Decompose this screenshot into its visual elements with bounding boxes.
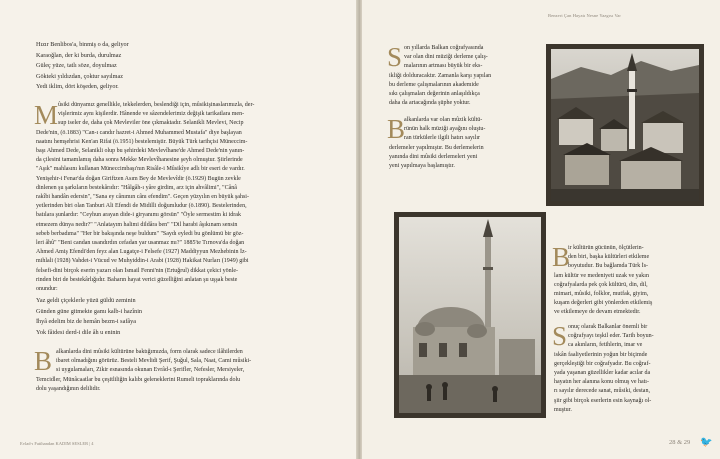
text-line: batılara şunlardır: "Ceyhun arayan dide-i giryanımı görsün" "Öyle sermestim ki idrak	[36, 212, 241, 219]
mosque-photo	[394, 212, 546, 418]
text-line: sıkı çalışmaları değerinin anlaşıldıkça	[389, 91, 480, 98]
poem-line: Günden güne gitmekte gamı kalb-i hazînin	[36, 307, 143, 315]
text-line: malarının artması büyük bir eks-	[404, 63, 483, 70]
text-line: dinlenen şu şarkıların bestekârıdır: "Hâlgâh-ı yâre girdim, arz için ahvâlimi", "Cânâ	[36, 184, 237, 191]
text-line: bu derleme çalışmalarının akademide	[389, 81, 479, 88]
text-line: felsefi-dini birçok eserin yazarı olan İsmail Fenni'nin (Ertuğrul) dikkat çekici yönle-	[36, 267, 239, 274]
text-line: yada yaşanan güzellikler kadar acılar da	[554, 370, 651, 377]
town-minaret-image	[551, 49, 699, 201]
drop-cap: M	[34, 100, 59, 130]
text-line: yetlerinden biri olan Tanburi Ali Efendi de Midilli doğumludur (ö.1890). Bestelerinden,	[36, 203, 247, 210]
text-line: boyutudur. Bu bağlamda Türk İs-	[568, 263, 649, 270]
paragraph-1	[36, 101, 352, 294]
text-line: "Aşık" mahlasını kullanan Müneccimbaşı'nın Risâle-i Mûsikîye adlı bir eseri de vardır.	[36, 166, 245, 173]
text-line: Dede'nin, (ö.1883) "Can-ı candır hazret-i Ahmed Muhammed Mustafa" diye başlayan	[36, 129, 242, 136]
text-line: lam kültür ve medeniyeti uzak ve yakın	[554, 272, 649, 279]
text-line: ikliği dolduracaktır. Zamanla karşı yapılan	[389, 72, 492, 79]
paragraph-5	[554, 244, 710, 318]
text-line: derlemeler yapılmıştır. Bu derlemelerin	[389, 144, 484, 151]
paragraph-2	[36, 348, 352, 394]
town-minaret-photo	[546, 44, 704, 206]
footer-running-title: Evlad-ı Fatihandan KADIM SESLER | 4	[20, 441, 94, 446]
text-line: leri âhû" "Beni candan usandırdın cefadan yar usanmaz mı?" 1885'te Tırnova'da doğan	[36, 240, 245, 247]
page-numbers: 28 & 29	[669, 439, 691, 446]
text-line: etmezem dünya nedir?" "Anlatayım halimi dildâra ben" "Dil harabi âşıkınam sensin	[36, 221, 238, 228]
text-line: on yıllarda Balkan coğrafyasında	[404, 45, 484, 51]
text-line: daha da artacağında şüphe yoktur.	[389, 100, 471, 107]
text-line: var olan dini müziği derleme çalış-	[404, 54, 488, 61]
mosque-image	[399, 217, 541, 413]
text-line: da çilesini tamamlamış daha sonra Mekke Mevlevîhanesine şeyh olmuştur. Şiirlerinde	[36, 157, 243, 164]
poem-2	[36, 296, 142, 338]
poem-line: Güleç yüze, tatlı söze, doyulmaz	[36, 62, 117, 70]
text-line: gerçekleştiği bir coğrafyadır. Bu coğraf-	[554, 360, 651, 367]
text-line: muştur.	[554, 406, 572, 413]
text-line: Yenişehir-i Fenar'da doğan Giriftzen Asım Bey de Mevlevîdir (ö.1929) Bugün zevkle	[36, 175, 241, 182]
poem-line: Karaoğlan, der ki burda, durulmaz	[36, 51, 122, 59]
poem-line: Yaz geldi çiçeklerle yüzü güldü zeminin	[36, 297, 136, 304]
left-page	[0, 0, 358, 459]
poem-line: İhyâ edelim biz de hemân bezm-i safâya	[36, 318, 136, 326]
text-line: Temcidler, Münâcaatlar bu çeşitliliğin kalıbı geleneklerini Rumeli topraklarında dolu	[36, 376, 241, 383]
poem-line: Yedi iklim, dört köşeden, geliyor.	[36, 83, 119, 91]
text-line: dolu yaşandığının delilidir.	[36, 385, 101, 392]
text-line: sup iseler de, daha çok Mevleviler öne çıkmaktadır. Selanikli Mevlevi, Necip	[58, 120, 244, 127]
text-line: Ahmed Amiş Efendi'den feyz alan Lugatçe-i Felsefe (1927) Maddiyyun Mezhebinin İz-	[36, 249, 247, 256]
text-line: yanında dini mûsiki derlemeleri yeni	[389, 153, 478, 160]
text-line: onundur:	[36, 286, 58, 293]
drop-cap: B	[387, 114, 406, 144]
text-line: kuşam değerleri gibi yönlerden etkilemiş	[554, 300, 653, 307]
running-header: Benzeri Çan Hayatı Nesne Yazgısı Var	[548, 13, 622, 18]
text-line: naatını hemşehrisi Ken'an Rifai (ö.1951) bestelemiştir. Büyük Türk tarihçisi Müneccim-	[36, 138, 248, 145]
drop-cap: B	[552, 242, 571, 272]
text-line: rı sayılır derecede sanat, mûsiki, destan,	[554, 388, 650, 395]
bird-icon: 🐦	[700, 437, 713, 448]
text-line: hayatın her alanına konu olmuş ve hatı-	[554, 379, 649, 386]
text-line: ran türkülerle ilgili hatırı sayılır	[404, 135, 480, 142]
text-line: mihlali (1928) Vahdet-i Vücud ve Muhyiddin-i Arabi (1928) Hakikat Nurları (1949) gibi	[36, 258, 249, 265]
text-line: den biri, başka kültürleri etkileme	[568, 254, 650, 261]
right-page	[362, 0, 720, 459]
text-line: coğrafyayı teşkil eder. Tarih boyun-	[568, 333, 654, 340]
text-line: sebeb berbadıma" "Her bir bakışında neşe buldum" "Saydı eyledi bu gönlümü bir göz-	[36, 230, 244, 237]
text-line: alkanlarda var olan mûzik kültü-	[404, 117, 483, 123]
poem-line: Gökteki yıldızdan, çoktur sayılmaz	[36, 72, 123, 80]
text-line: mimari, mûsiki, folklor, mutfak, giyim,	[554, 291, 649, 298]
poem-1	[36, 40, 129, 93]
text-line: yeni yapılmaya başlamıştır.	[389, 163, 455, 170]
drop-cap: S	[387, 42, 403, 72]
poem-line: Hızır Benlibos'a, binmiş o da, geliyor	[36, 41, 129, 48]
text-line: rinden biri de bestekârlığıdır. Baharın hayat verici güzelliğini anlatan şu uşşak beste	[36, 276, 238, 283]
text-line: coğrafyalarda pek çok kültürü, din, dil,	[554, 281, 648, 288]
text-line: rünün halk müziği ayağını oluştu-	[404, 126, 486, 133]
drop-cap: S	[552, 321, 568, 351]
text-line: ve etkilemeye de devam etmektedir.	[554, 309, 641, 316]
text-line: onuç olarak Balkanlar önemli bir	[568, 324, 648, 330]
text-line: ca akınların, fetihlerin, imar ve	[568, 342, 643, 349]
poem-line: Yok fâidesi derd-i dile âh u eninin	[36, 328, 121, 336]
paragraph-3	[389, 44, 541, 108]
text-line: başı Ahmed Dede, Selanikli olup bu şehirdeki Mevlevîhane'de Ahmed Dede'nin yanın-	[36, 148, 245, 155]
text-line: iskân faaliyetlerinin yoğun bir biçimde	[554, 351, 648, 358]
paragraph-6	[554, 323, 710, 415]
paragraph-4	[389, 116, 541, 171]
text-line: vişlerimiz aynı kişilerdir. Hânende ve sâzendelerimiz değişik tarikatlara men-	[58, 111, 245, 118]
text-line: ibaret olmadığını görürüz. Besteli Mevlidi Şerif, Şuğul, Sala, Naat, Cami mûsiki-	[56, 358, 252, 365]
text-line: şiir gibi birçok eserlerin esin kaynağı ol-	[554, 397, 652, 404]
text-line: alkanlarda dini mûsiki kültürüne baktığımızda, form olarak sadece ilâhilerden	[56, 349, 243, 355]
text-line: ir kültürün gücünün, ölçütlerin-	[568, 245, 644, 251]
text-line: rakîbi handân edersin", "Sana ey cânımın cânı efendim". Geçen yüzyılın en büyük şahsi-	[36, 194, 249, 201]
text-line: ûsiki dünyamız genellikle, tekkelerden, beslendiği için, mûsikişinaslarımızla, der-	[58, 102, 255, 108]
text-line: si uygulamaları, Zikir esnasında okunan Evrâd-ı Şerifler, Nefesler, Mersiyeler,	[56, 367, 245, 374]
drop-cap: B	[34, 346, 53, 376]
